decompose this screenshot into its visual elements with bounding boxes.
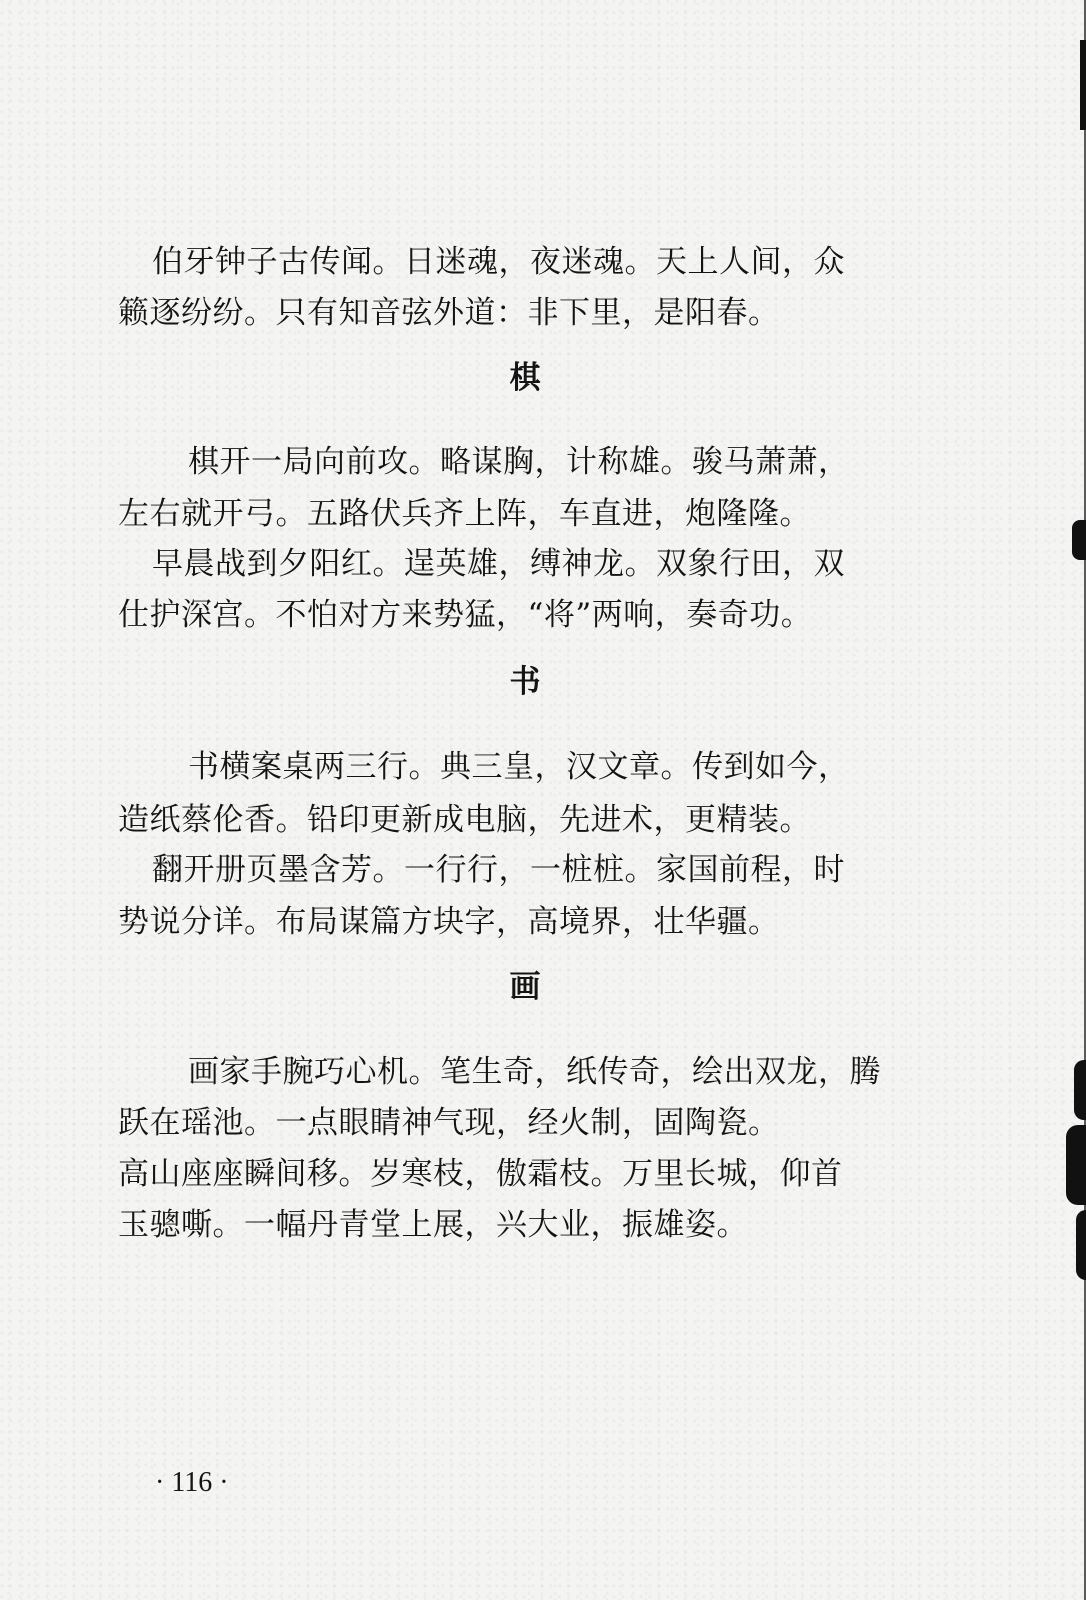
section-heading-hua: 画 [509,969,541,1005]
poem-line: 玉骢嘶。一幅丹青堂上展，兴大业，振雄姿。 [118,1207,748,1243]
poem-line: 跃在瑶池。一点眼睛神气现，经火制，固陶瓷。 [118,1105,780,1141]
poem-line: 伯牙钟子古传闻。日迷魂，夜迷魂。天上人间，众 [152,244,845,280]
section-heading-qi: 棋 [509,360,541,396]
poem-line: 早晨战到夕阳红。逞英雄，缚神龙。双象行田，双 [152,546,845,582]
scan-edge-mark [1072,520,1086,560]
poem-line: 棋开一局向前攻。略谋胸，计称雄。骏马萧萧， [188,444,850,480]
section-heading-shu: 书 [509,664,541,700]
poem-line: 势说分详。布局谋篇方块字，高境界，壮华疆。 [118,904,780,940]
poem-line: 高山座座瞬间移。岁寒枝，傲霜枝。万里长城，仰首 [118,1156,843,1192]
poem-line: 籁逐纷纷。只有知音弦外道：非下里，是阳春。 [118,295,780,331]
scan-edge-mark [1066,1125,1086,1205]
scan-edge-mark [1074,1060,1086,1120]
poem-line: 书横案桌两三行。典三皇，汉文章。传到如今， [188,749,850,785]
scan-edge-mark [1080,40,1086,130]
page-number: · 116 · [155,1467,229,1498]
poem-line: 仕护深宫。不怕对方来势猛，“将”两响，奏奇功。 [118,597,813,633]
poem-line: 画家手腕巧心机。笔生奇，纸传奇，绘出双龙，腾 [188,1054,881,1090]
scan-edge-mark [1076,1210,1086,1280]
poem-line: 造纸蔡伦香。铅印更新成电脑，先进术，更精装。 [118,802,811,838]
poem-line: 左右就开弓。五路伏兵齐上阵，车直进，炮隆隆。 [118,496,811,532]
poem-line: 翻开册页墨含芳。一行行，一桩桩。家国前程，时 [152,852,845,888]
